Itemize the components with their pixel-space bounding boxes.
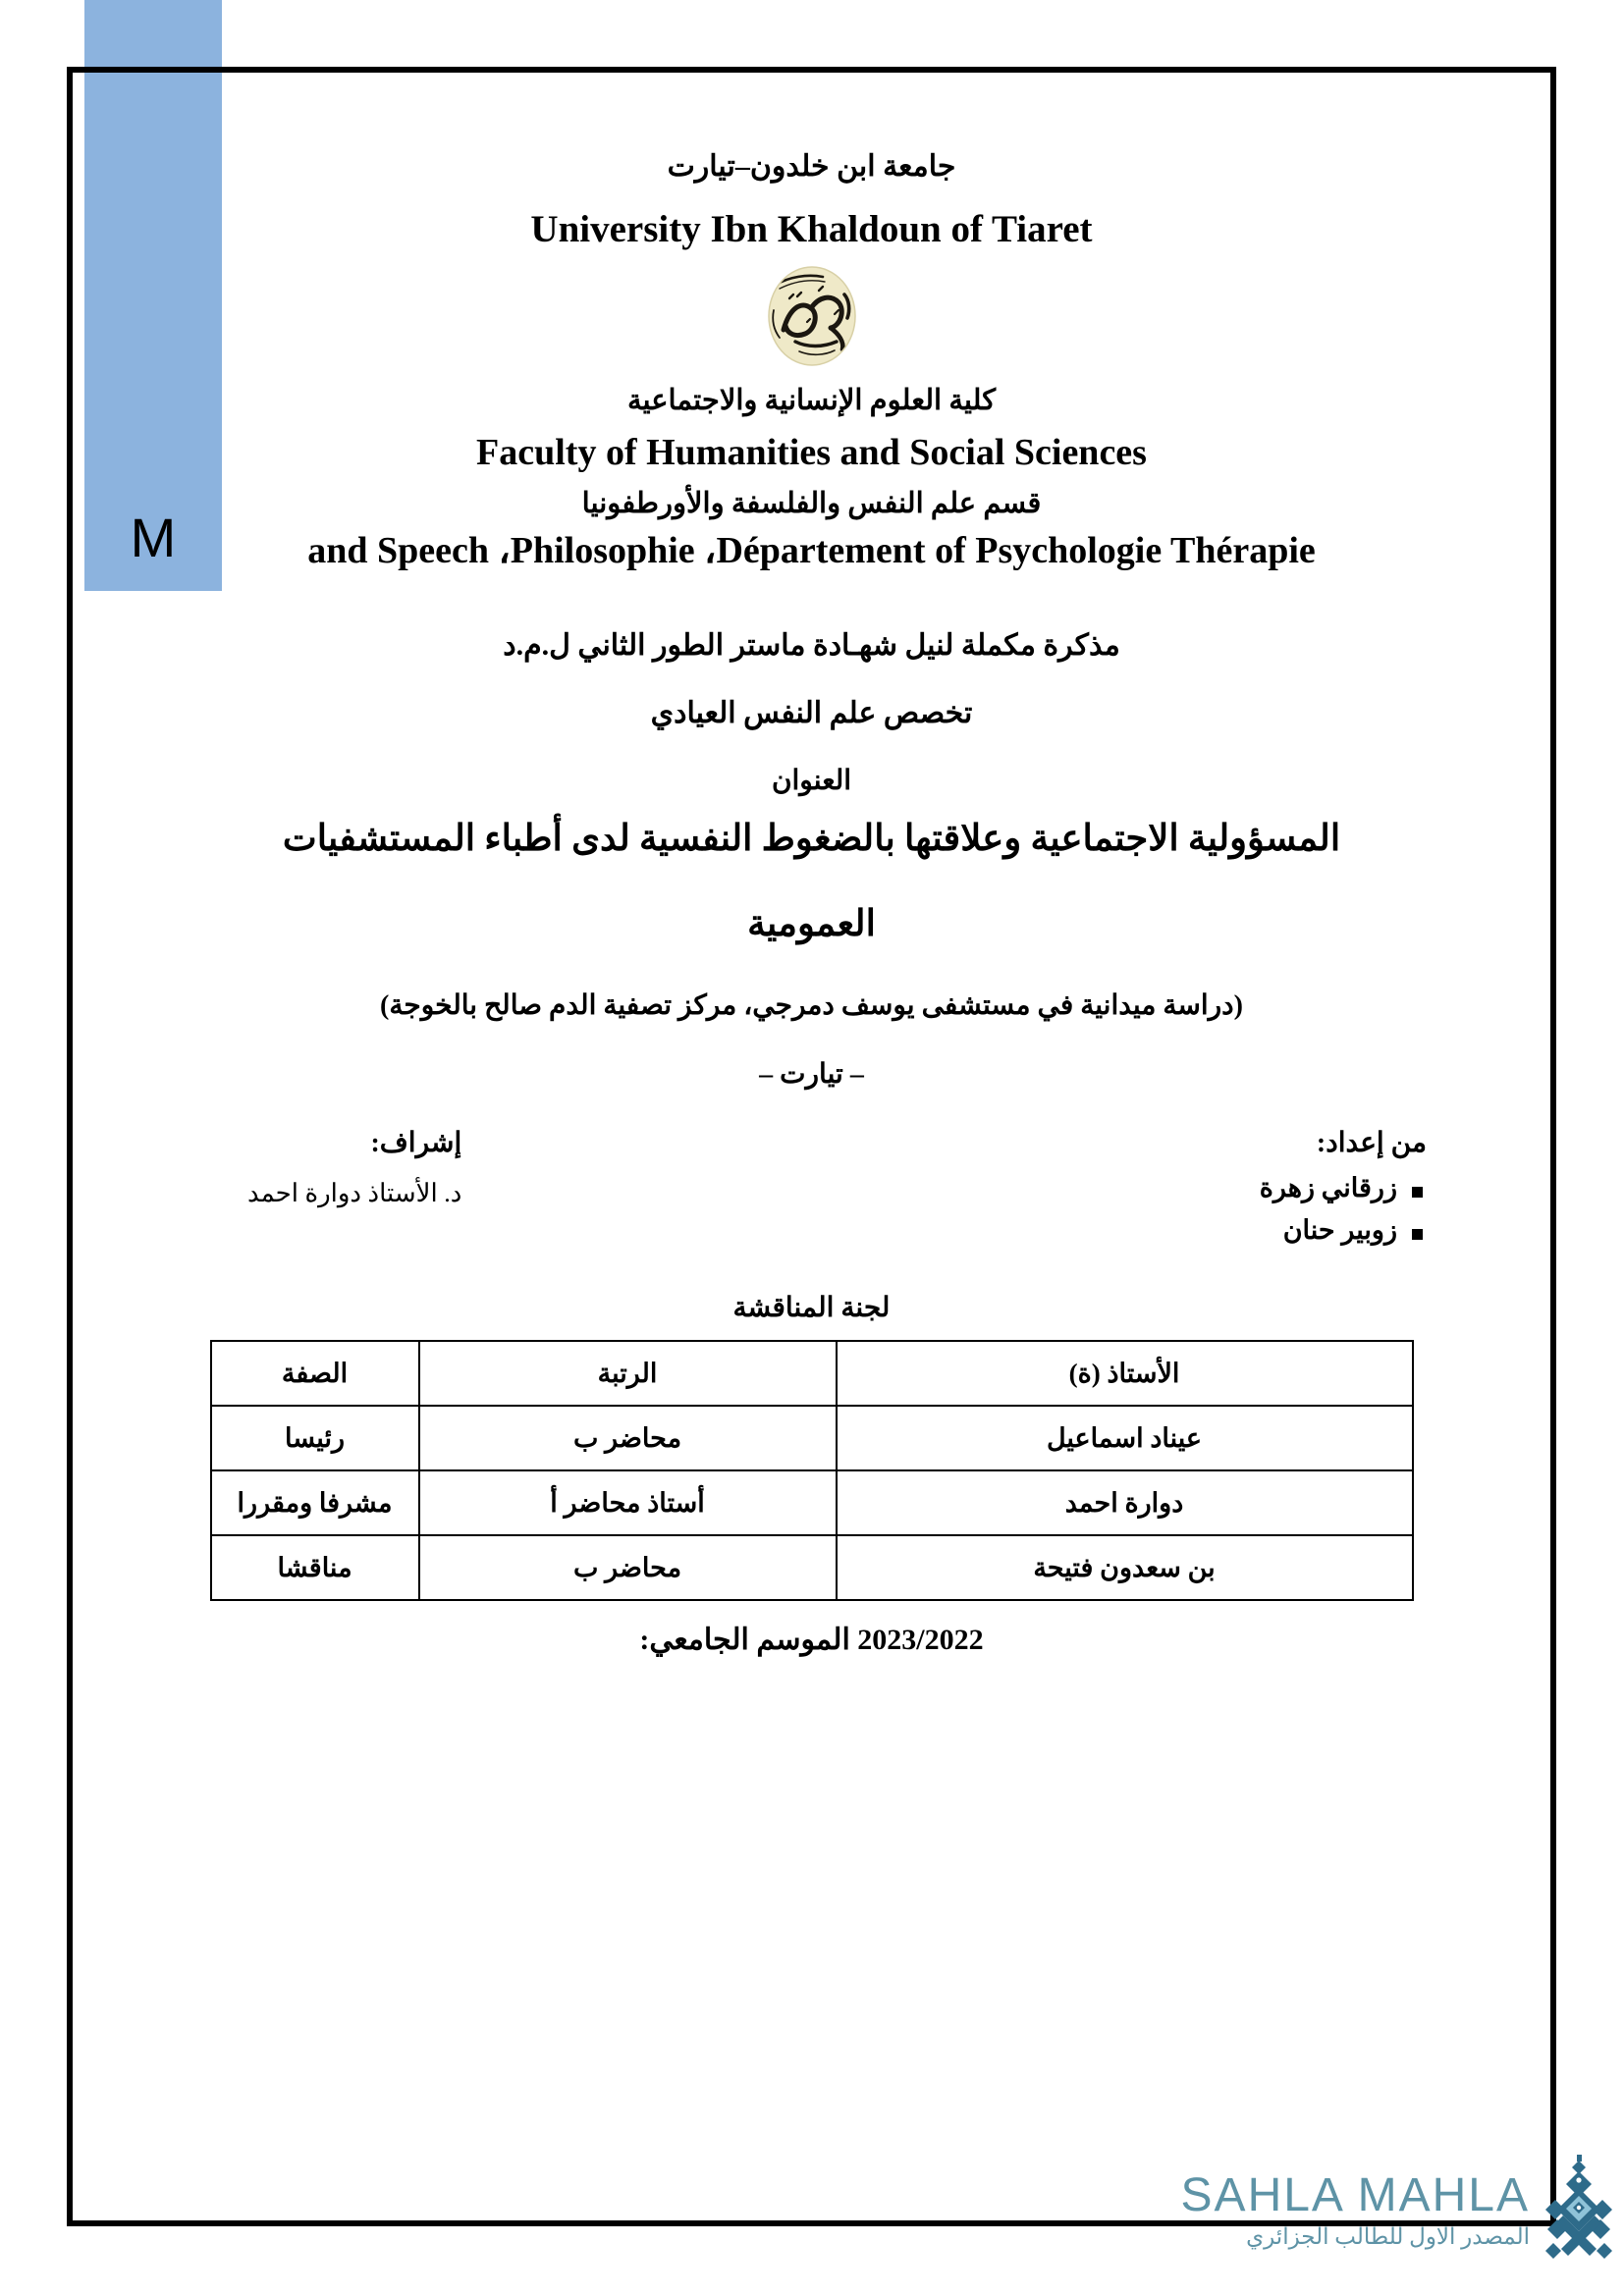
jury-name: بن سعدون فتيحة [837, 1535, 1413, 1600]
supervisor-name: د. الأستاذ دوارة احمد [247, 1179, 462, 1208]
jury-rank: محاضر ب [419, 1406, 837, 1470]
jury-role: مشرفا ومقررا [211, 1470, 419, 1535]
table-row [211, 1535, 1413, 1600]
column-header-role: الصفة [211, 1341, 419, 1406]
faculty-name-english: Faculty of Humanities and Social Sciences [476, 432, 1147, 473]
authors-list [1260, 1173, 1427, 1246]
university-seal-icon [750, 265, 874, 367]
table-row [211, 1406, 1413, 1470]
jury-name: دوارة احمد [837, 1470, 1413, 1535]
watermark-subtitle: المصدر الاول للطالب الجزائري [1246, 2223, 1530, 2249]
field-study-note: (دراسة ميدانية في مستشفى يوسف دمرجي، مركز تصفية الدم صالح بالخوجة) [380, 990, 1243, 1022]
table-row [211, 1470, 1413, 1535]
cover-content [73, 73, 1550, 2220]
city-line: – تيارت – [759, 1059, 864, 1091]
university-logo [132, 265, 1491, 367]
column-header-professor: الأستاذ (ة) [837, 1341, 1413, 1406]
watermark-text [1180, 2168, 1530, 2249]
supervisor-heading: إشراف: [370, 1128, 462, 1159]
faculty-name-arabic: كلية العلوم الإنسانية والاجتماعية [626, 385, 997, 416]
season-label: الموسم الجامعي: [639, 1624, 850, 1657]
authors-column [1260, 1126, 1427, 1257]
degree-statement: مذكرة مكملة لنيل شهـادة ماستر الطور الثاني ل.م.د [503, 629, 1120, 663]
specialization-statement: تخصص علم النفس العيادي [650, 697, 973, 730]
jury-role: مناقشا [211, 1535, 419, 1600]
jury-rank: محاضر ب [419, 1535, 837, 1600]
supervisor-column [247, 1126, 461, 1208]
university-name-english: University Ibn Khaldoun of Tiaret [530, 208, 1093, 250]
department-name-arabic: قسم علم النفس والفلسفة والأورطفونيا [581, 488, 1042, 519]
jury-name: عيناد اسماعيل [837, 1406, 1413, 1470]
sidebar-letter-m: M [130, 507, 177, 568]
title-label: العنوان [771, 766, 852, 797]
authors-heading: من إعداد: [1316, 1128, 1427, 1159]
jury-role: رئيسا [211, 1406, 419, 1470]
table-header-row [211, 1341, 1413, 1406]
amazigh-diamond-icon [1534, 2155, 1624, 2265]
thesis-title-line-2: العمومية [747, 904, 876, 945]
jury-table [210, 1340, 1414, 1601]
list-item: زرقاني زهرة [1260, 1173, 1427, 1203]
authors-supervisor-block [132, 1126, 1491, 1257]
academic-season [132, 1623, 1491, 1657]
jury-heading: لجنة المناقشة [732, 1293, 891, 1324]
sahla-mahla-watermark [1181, 2155, 1624, 2265]
jury-rank: أستاذ محاضر أ [419, 1470, 837, 1535]
list-item: زوبير حنان [1260, 1215, 1427, 1246]
thesis-title-line-1: المسؤولية الاجتماعية وعلاقتها بالضغوط النفسية لدى أطباء المستشفيات [282, 819, 1341, 860]
column-header-rank: الرتبة [419, 1341, 837, 1406]
department-name-english: and Speech ،Philosophie ،Département of Psychologie Thérapie [307, 530, 1316, 571]
season-value: 2023/2022 [857, 1624, 984, 1657]
watermark-title: SAHLA MAHLA [1180, 2168, 1530, 2221]
university-name-arabic: جامعة ابن خلدون–تيارت [667, 150, 956, 183]
